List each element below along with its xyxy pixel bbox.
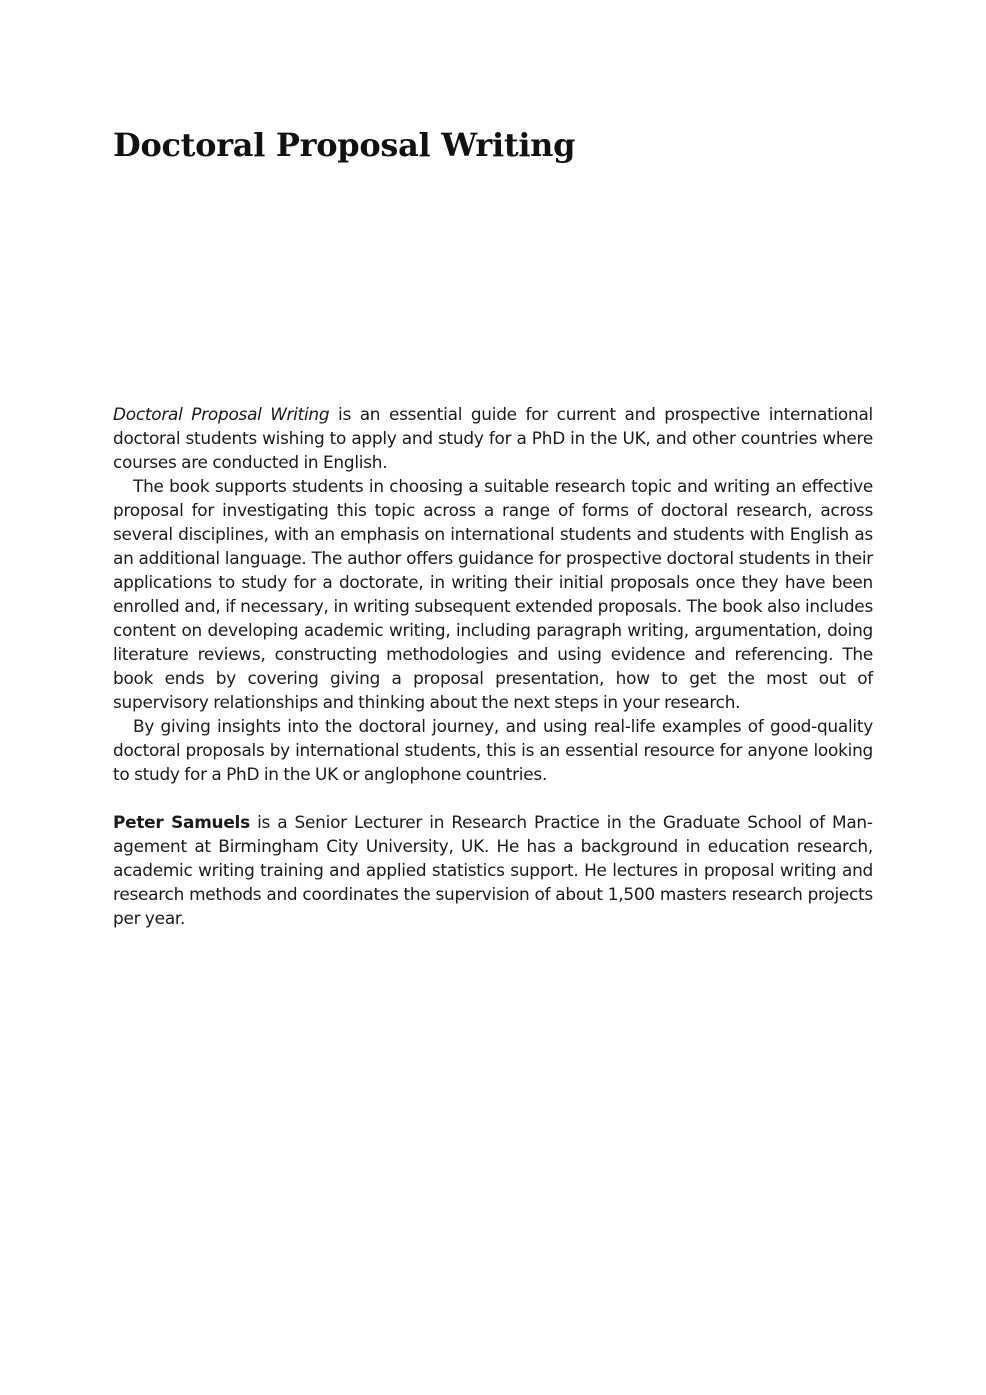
book-description [113,402,873,786]
author-bio [113,810,873,930]
book-title-italic: Doctoral Proposal Writing [113,404,330,424]
description-paragraph-3: By giving insights into the doctoral journey, and using real-life examples of good-quality doctoral proposals by international students, this is an essential resource for anyone looking to study for a PhD in the UK or anglophone countries. [113,716,873,784]
description-paragraph-1 [113,402,873,474]
description-paragraph-1-text: is an essential guide for current and prospective international doctoral students wishing to apply and study for a PhD in the UK, and other countries where courses are conducted in English. [113,404,873,472]
author-bio-text: is a Senior Lecturer in Research Practice in the Graduate School of Management at Birmingham City University, UK. He has a background in education research, academic writing training and applied statistics support. He lectures in proposal writing and research methods and coordinates the supervision of about 1,500 masters research projects per year. [113,812,873,928]
page-title: Doctoral Proposal Writing [113,126,576,164]
author-name: Peter Samuels [113,812,250,832]
author-bio-paragraph [113,810,873,930]
description-paragraph-2: The book supports students in choosing a suitable research topic and writing an effective proposal for investigating this topic across a range of forms of doctoral research, across several disciplines, with an emphasis on international students and students with English as an additional language. The author offers guidance for prospective doctoral students in their applications to study for a doctorate, in writing their initial proposals once they have been enrolled and, if necessary, in writing subsequent extended proposals. The book also includes content on developing academic writing, including paragraph writing, argumentation, doing literature reviews, constructing methodologies and using evidence and referencing. The book ends by covering giving a proposal presentation, how to get the most out of supervisory relationships and thinking about the next steps in your research. [113,476,873,712]
